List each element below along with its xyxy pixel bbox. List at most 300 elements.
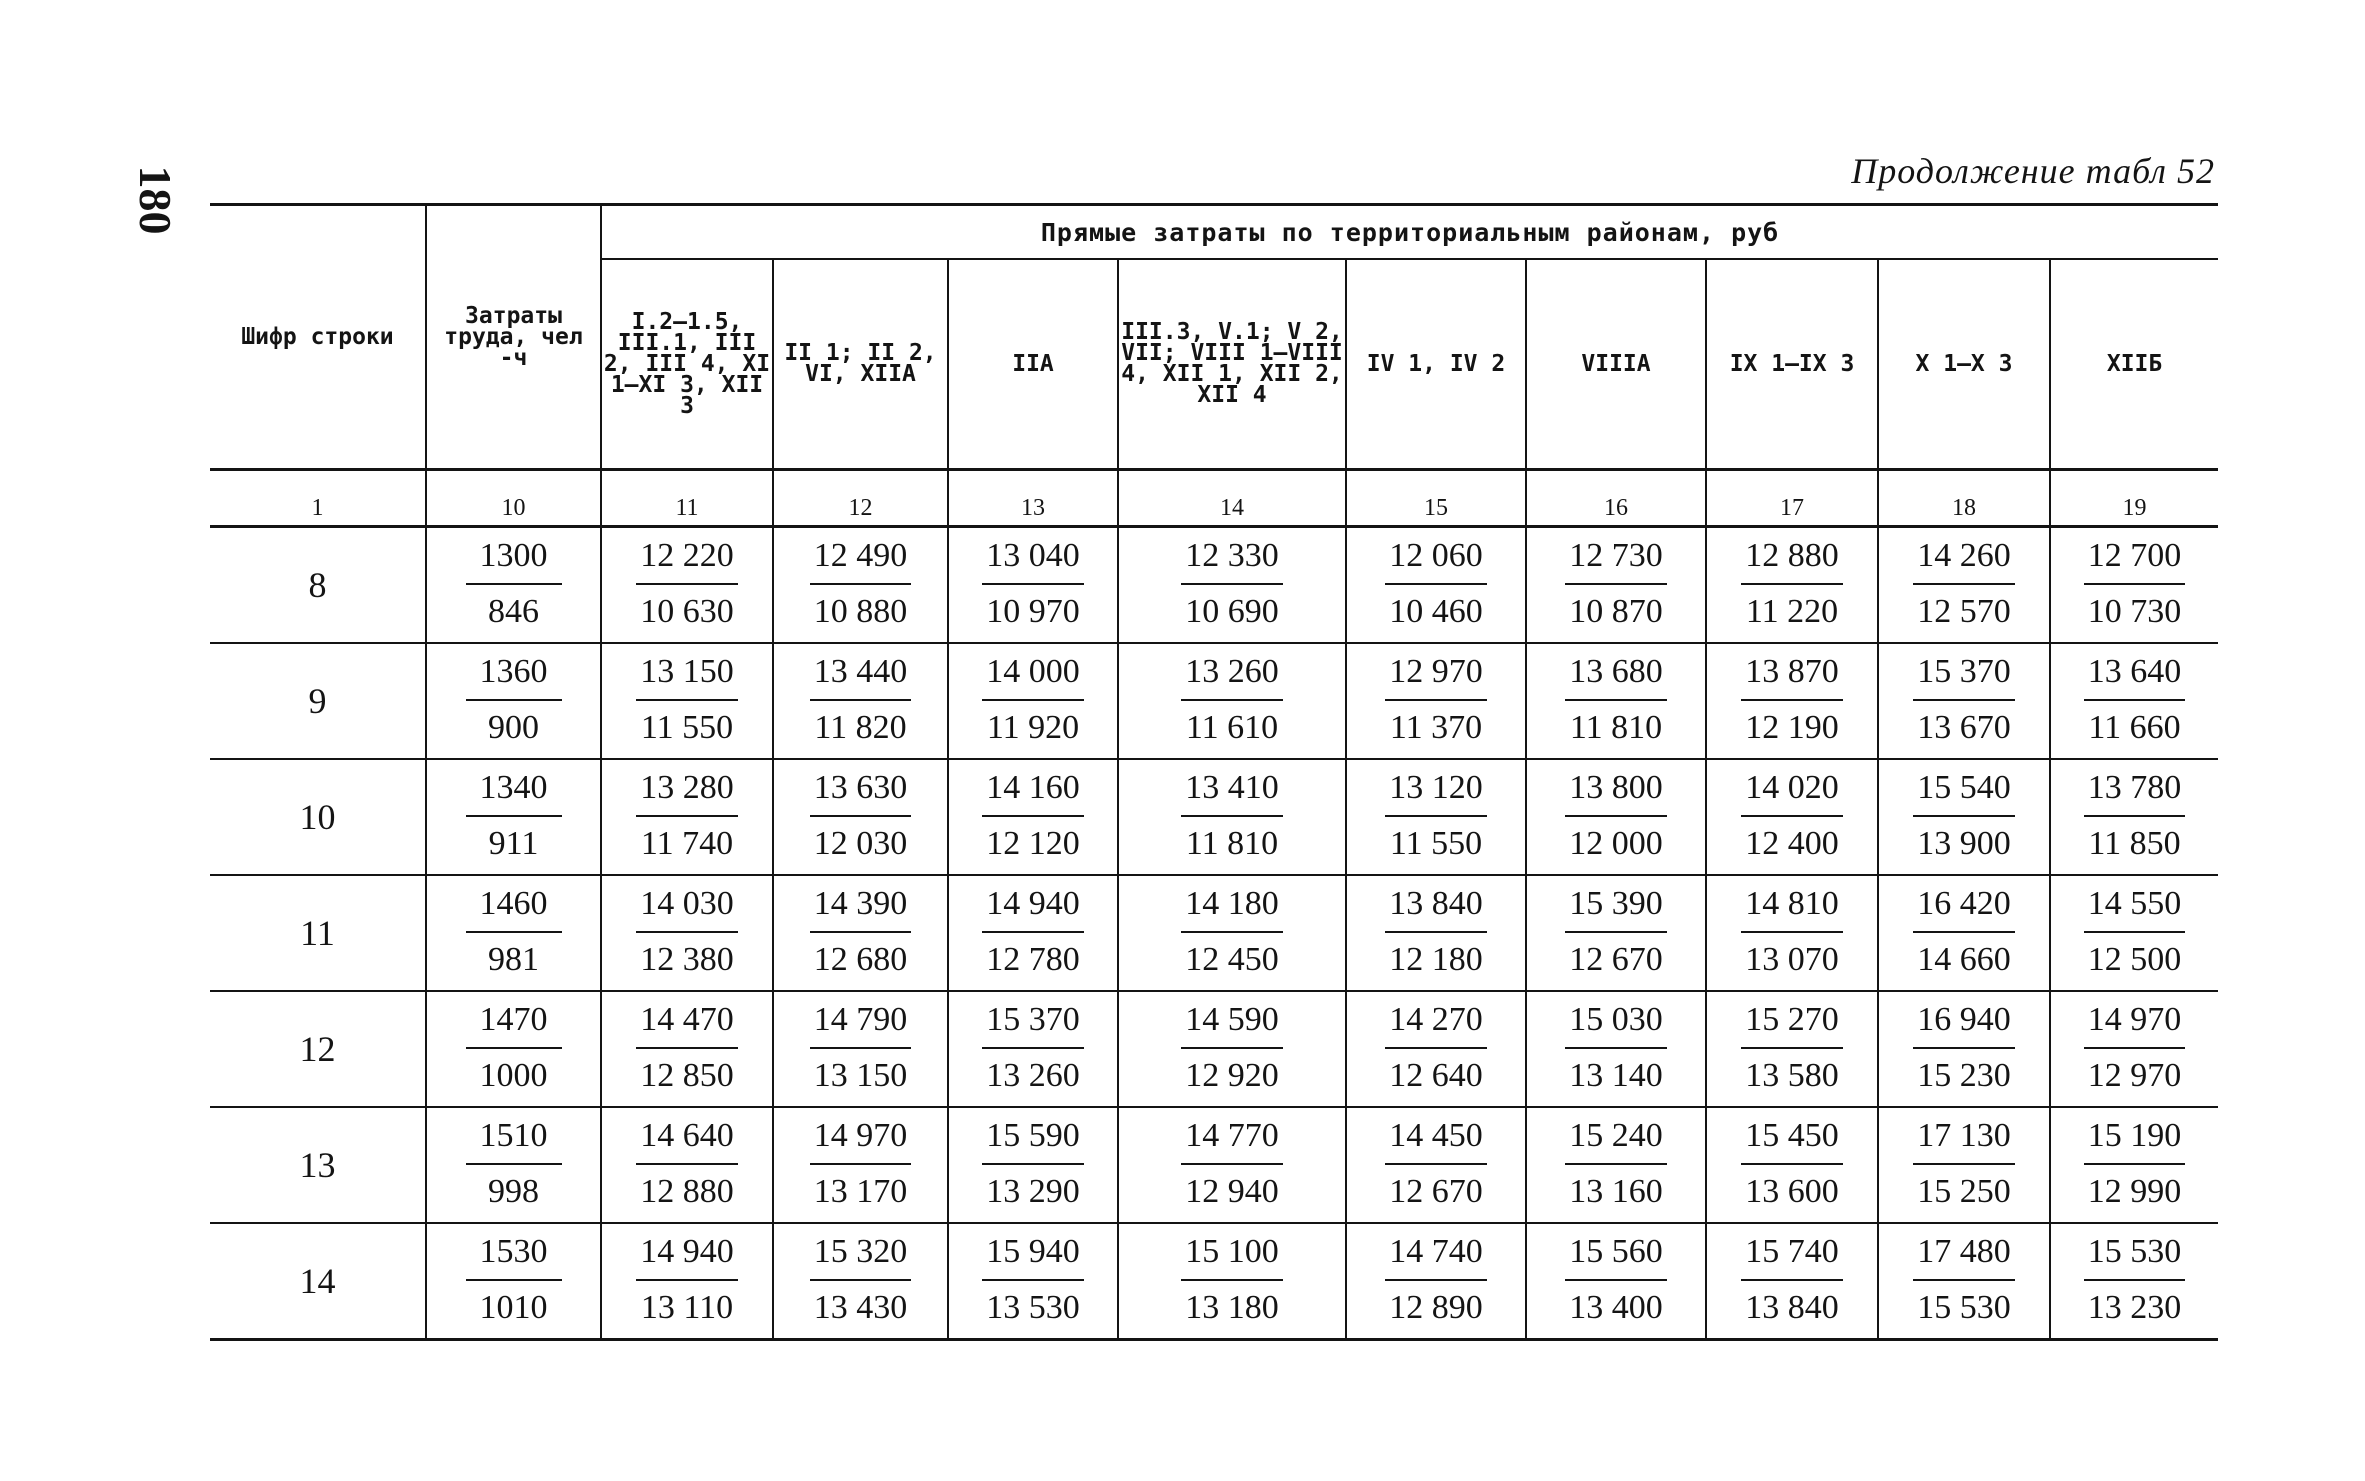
value-cell <box>601 759 773 875</box>
value-top: 17 130 <box>1913 1119 2015 1165</box>
fraction <box>1565 539 1667 629</box>
value-top: 14 000 <box>982 655 1084 701</box>
value-cell <box>1526 875 1706 991</box>
value-cell <box>1706 527 1878 644</box>
fraction <box>636 771 738 861</box>
value-bottom: 12 890 <box>1389 1289 1483 1326</box>
header-region: VIIIA <box>1526 259 1706 470</box>
table-row <box>210 643 2218 759</box>
fraction <box>810 771 912 861</box>
value-top: 15 450 <box>1741 1119 1843 1165</box>
value-bottom: 13 110 <box>640 1289 734 1326</box>
row-cipher: 14 <box>210 1223 426 1340</box>
value-bottom: 10 460 <box>1389 593 1483 630</box>
value-bottom: 1000 <box>479 1057 548 1094</box>
value-bottom: 12 920 <box>1185 1057 1279 1094</box>
fraction <box>1385 1119 1487 1209</box>
fraction <box>982 887 1084 977</box>
value-top: 14 180 <box>1181 887 1283 933</box>
value-cell <box>1526 759 1706 875</box>
value-cell <box>1526 643 1706 759</box>
value-cell <box>426 1107 601 1223</box>
header-region: III.3, V.1; V 2, VII; VIII 1—VIII 4, XII 1, XII 2, XII 4 <box>1118 259 1346 470</box>
value-bottom: 12 850 <box>640 1057 734 1094</box>
column-number: 1 <box>210 470 426 527</box>
fraction <box>1385 1003 1487 1093</box>
value-bottom: 12 500 <box>2087 941 2182 978</box>
value-bottom: 13 180 <box>1185 1289 1279 1326</box>
value-bottom: 13 530 <box>986 1289 1080 1326</box>
fraction <box>2084 887 2186 977</box>
value-cell <box>1118 759 1346 875</box>
value-top: 15 560 <box>1565 1235 1667 1281</box>
value-cell <box>1878 991 2050 1107</box>
value-bottom: 15 530 <box>1917 1289 2011 1326</box>
fraction <box>636 539 738 629</box>
value-cell <box>1878 875 2050 991</box>
value-bottom: 981 <box>488 941 539 978</box>
table-row <box>210 1223 2218 1340</box>
value-cell <box>773 991 948 1107</box>
fraction <box>1741 1119 1843 1209</box>
fraction <box>1741 1235 1843 1325</box>
value-bottom: 12 180 <box>1389 941 1483 978</box>
row-cipher: 9 <box>210 643 426 759</box>
value-cell <box>426 759 601 875</box>
value-bottom: 12 880 <box>640 1173 734 1210</box>
value-top: 12 330 <box>1181 539 1283 585</box>
fraction <box>1181 655 1283 745</box>
value-bottom: 13 140 <box>1569 1057 1663 1094</box>
value-bottom: 13 070 <box>1745 941 1839 978</box>
value-top: 13 410 <box>1181 771 1283 817</box>
fraction <box>1385 887 1487 977</box>
value-cell <box>2050 991 2218 1107</box>
fraction <box>1741 655 1843 745</box>
table-body <box>210 527 2218 1340</box>
value-cell <box>1118 875 1346 991</box>
column-number: 17 <box>1706 470 1878 527</box>
value-top: 14 640 <box>636 1119 738 1165</box>
value-top: 15 100 <box>1181 1235 1283 1281</box>
table-row <box>210 1107 2218 1223</box>
value-bottom: 13 600 <box>1745 1173 1839 1210</box>
fraction <box>1565 655 1667 745</box>
value-cell <box>1526 1107 1706 1223</box>
header-labor: Затраты труда, чел -ч <box>426 205 601 470</box>
header-direct-costs: Прямые затраты по территориальным районам, руб <box>601 205 2218 260</box>
column-number: 12 <box>773 470 948 527</box>
value-top: 15 540 <box>1913 771 2015 817</box>
fraction <box>1913 771 2015 861</box>
value-bottom: 14 660 <box>1917 941 2011 978</box>
fraction <box>982 1119 1084 1209</box>
value-top: 13 260 <box>1181 655 1283 701</box>
fraction <box>466 887 562 977</box>
fraction <box>1181 1119 1283 1209</box>
header-region: XIIБ <box>2050 259 2218 470</box>
value-bottom: 12 380 <box>640 941 734 978</box>
value-bottom: 11 810 <box>1185 825 1279 862</box>
column-number: 18 <box>1878 470 2050 527</box>
fraction <box>1181 1003 1283 1093</box>
value-top: 14 810 <box>1741 887 1843 933</box>
value-bottom: 13 260 <box>986 1057 1080 1094</box>
value-cell <box>426 643 601 759</box>
value-cell <box>601 643 773 759</box>
value-top: 14 970 <box>2084 1003 2186 1049</box>
value-bottom: 11 820 <box>814 709 907 746</box>
value-bottom: 12 670 <box>1569 941 1663 978</box>
fraction <box>2084 539 2186 629</box>
value-cell <box>1118 991 1346 1107</box>
value-cell <box>948 527 1118 644</box>
value-bottom: 12 940 <box>1185 1173 1279 1210</box>
value-cell <box>1706 875 1878 991</box>
column-number: 10 <box>426 470 601 527</box>
value-top: 13 840 <box>1385 887 1487 933</box>
value-bottom: 846 <box>488 593 539 630</box>
value-bottom: 12 640 <box>1389 1057 1483 1094</box>
value-top: 12 700 <box>2084 539 2186 585</box>
table-row <box>210 991 2218 1107</box>
value-top: 1460 <box>466 887 562 933</box>
column-number: 13 <box>948 470 1118 527</box>
value-top: 14 470 <box>636 1003 738 1049</box>
value-bottom: 1010 <box>479 1289 548 1326</box>
value-cell <box>2050 643 2218 759</box>
value-bottom: 11 850 <box>2088 825 2181 862</box>
value-cell <box>948 875 1118 991</box>
value-top: 12 970 <box>1385 655 1487 701</box>
fraction <box>982 1003 1084 1093</box>
value-top: 1360 <box>466 655 562 701</box>
column-number: 14 <box>1118 470 1346 527</box>
value-top: 1530 <box>466 1235 562 1281</box>
value-cell <box>1878 643 2050 759</box>
fraction <box>1913 1119 2015 1209</box>
value-top: 16 940 <box>1913 1003 2015 1049</box>
header-region: IX 1—IX 3 <box>1706 259 1878 470</box>
value-bottom: 12 000 <box>1569 825 1663 862</box>
value-cell <box>1706 991 1878 1107</box>
value-top: 12 880 <box>1741 539 1843 585</box>
value-top: 13 120 <box>1385 771 1487 817</box>
value-cell <box>426 527 601 644</box>
fraction <box>636 1235 738 1325</box>
value-bottom: 13 430 <box>813 1289 908 1326</box>
header-region: I.2—1.5, III.1, III 2, III 4, XI 1—XI 3, XII 3 <box>601 259 773 470</box>
header-region: II 1; II 2, VI, XIIA <box>773 259 948 470</box>
value-cell <box>1346 759 1526 875</box>
header-region: IIA <box>948 259 1118 470</box>
fraction <box>466 1003 562 1093</box>
value-cell <box>1118 527 1346 644</box>
value-top: 13 630 <box>810 771 912 817</box>
value-top: 15 370 <box>982 1003 1084 1049</box>
row-cipher: 8 <box>210 527 426 644</box>
row-cipher: 12 <box>210 991 426 1107</box>
value-cell <box>426 1223 601 1340</box>
fraction <box>810 1119 912 1209</box>
value-top: 14 940 <box>982 887 1084 933</box>
value-cell <box>601 991 773 1107</box>
value-top: 13 440 <box>810 655 912 701</box>
value-top: 13 780 <box>2084 771 2186 817</box>
value-cell <box>773 1107 948 1223</box>
fraction <box>1913 1235 2015 1325</box>
value-top: 13 800 <box>1565 771 1667 817</box>
fraction <box>1741 771 1843 861</box>
fraction <box>982 771 1084 861</box>
page-number: 180 <box>130 165 182 235</box>
value-bottom: 12 570 <box>1917 593 2011 630</box>
value-top: 14 450 <box>1385 1119 1487 1165</box>
value-top: 14 260 <box>1913 539 2015 585</box>
value-cell <box>773 527 948 644</box>
fraction <box>1181 1235 1283 1325</box>
fraction <box>1913 887 2015 977</box>
fraction <box>810 1003 912 1093</box>
value-top: 15 740 <box>1741 1235 1843 1281</box>
value-top: 1470 <box>466 1003 562 1049</box>
value-cell <box>773 643 948 759</box>
fraction <box>2084 771 2186 861</box>
value-cell <box>1706 759 1878 875</box>
fraction <box>1565 771 1667 861</box>
value-top: 14 590 <box>1181 1003 1283 1049</box>
column-number: 11 <box>601 470 773 527</box>
fraction <box>1741 1003 1843 1093</box>
value-top: 14 970 <box>810 1119 912 1165</box>
value-top: 1300 <box>466 539 562 585</box>
fraction <box>466 1235 562 1325</box>
value-bottom: 998 <box>488 1173 539 1210</box>
value-bottom: 13 840 <box>1745 1289 1839 1326</box>
value-bottom: 13 400 <box>1569 1289 1663 1326</box>
value-top: 15 390 <box>1565 887 1667 933</box>
column-number: 15 <box>1346 470 1526 527</box>
value-bottom: 13 900 <box>1917 825 2011 862</box>
value-bottom: 11 550 <box>640 709 734 746</box>
value-bottom: 12 030 <box>813 825 908 862</box>
value-bottom: 12 190 <box>1745 709 1839 746</box>
value-bottom: 13 290 <box>986 1173 1080 1210</box>
fraction <box>1741 887 1843 977</box>
fraction <box>982 1235 1084 1325</box>
header-cipher: Шифр строки <box>210 205 426 470</box>
value-cell <box>1706 1223 1878 1340</box>
value-top: 14 270 <box>1385 1003 1487 1049</box>
fraction <box>810 1235 912 1325</box>
value-top: 15 270 <box>1741 1003 1843 1049</box>
value-top: 15 190 <box>2084 1119 2186 1165</box>
value-cell <box>1346 1107 1526 1223</box>
value-top: 13 640 <box>2084 655 2186 701</box>
value-top: 15 590 <box>982 1119 1084 1165</box>
value-bottom: 10 690 <box>1185 593 1279 630</box>
value-bottom: 911 <box>488 825 539 862</box>
value-cell <box>1346 1223 1526 1340</box>
row-cipher: 10 <box>210 759 426 875</box>
value-bottom: 12 780 <box>986 941 1080 978</box>
value-bottom: 13 670 <box>1917 709 2011 746</box>
fraction <box>466 771 562 861</box>
fraction <box>982 655 1084 745</box>
fraction <box>1913 539 2015 629</box>
fraction <box>1385 771 1487 861</box>
value-cell <box>948 643 1118 759</box>
value-cell <box>601 1107 773 1223</box>
fraction <box>1913 655 2015 745</box>
fraction <box>1385 1235 1487 1325</box>
fraction <box>810 887 912 977</box>
value-top: 14 790 <box>810 1003 912 1049</box>
fraction <box>1741 539 1843 629</box>
column-number: 16 <box>1526 470 1706 527</box>
value-bottom: 12 670 <box>1389 1173 1483 1210</box>
value-top: 14 020 <box>1741 771 1843 817</box>
value-top: 15 030 <box>1565 1003 1667 1049</box>
value-cell <box>948 1223 1118 1340</box>
value-cell <box>773 759 948 875</box>
value-top: 12 060 <box>1385 539 1487 585</box>
value-cell <box>1706 643 1878 759</box>
value-cell <box>2050 875 2218 991</box>
value-cell <box>2050 1107 2218 1223</box>
value-bottom: 15 230 <box>1917 1057 2011 1094</box>
value-bottom: 11 610 <box>1185 709 1279 746</box>
fraction <box>1181 539 1283 629</box>
value-cell <box>1346 527 1526 644</box>
value-cell <box>1118 1223 1346 1340</box>
value-top: 1510 <box>466 1119 562 1165</box>
value-cell <box>1878 1107 2050 1223</box>
value-cell <box>1526 1223 1706 1340</box>
value-bottom: 12 680 <box>813 941 908 978</box>
value-cell <box>1526 527 1706 644</box>
value-top: 14 550 <box>2084 887 2186 933</box>
fraction <box>2084 1003 2186 1093</box>
value-top: 14 390 <box>810 887 912 933</box>
value-top: 1340 <box>466 771 562 817</box>
value-top: 12 220 <box>636 539 738 585</box>
cost-table <box>210 203 2218 1341</box>
value-bottom: 15 250 <box>1917 1173 2011 1210</box>
value-top: 15 370 <box>1913 655 2015 701</box>
value-bottom: 900 <box>488 709 539 746</box>
value-cell <box>1346 875 1526 991</box>
table-row <box>210 875 2218 991</box>
fraction <box>2084 1235 2186 1325</box>
value-top: 12 730 <box>1565 539 1667 585</box>
value-top: 14 160 <box>982 771 1084 817</box>
value-cell <box>601 875 773 991</box>
value-bottom: 12 990 <box>2087 1173 2182 1210</box>
fraction <box>2084 1119 2186 1209</box>
value-top: 15 240 <box>1565 1119 1667 1165</box>
value-cell <box>2050 527 2218 644</box>
fraction <box>1565 1235 1667 1325</box>
value-bottom: 12 400 <box>1745 825 1839 862</box>
value-bottom: 13 160 <box>1569 1173 1663 1210</box>
fraction <box>1565 1119 1667 1209</box>
value-cell <box>1878 1223 2050 1340</box>
value-top: 16 420 <box>1913 887 2015 933</box>
value-bottom: 10 730 <box>2087 593 2182 630</box>
value-top: 15 320 <box>810 1235 912 1281</box>
value-bottom: 11 810 <box>1569 709 1663 746</box>
value-cell <box>1346 991 1526 1107</box>
table-row <box>210 759 2218 875</box>
value-bottom: 12 450 <box>1185 941 1279 978</box>
header-region: X 1—X 3 <box>1878 259 2050 470</box>
value-cell <box>948 991 1118 1107</box>
row-cipher: 13 <box>210 1107 426 1223</box>
value-bottom: 11 660 <box>2088 709 2181 746</box>
value-top: 12 490 <box>810 539 912 585</box>
value-bottom: 11 740 <box>640 825 734 862</box>
value-cell <box>601 1223 773 1340</box>
value-bottom: 11 920 <box>986 709 1080 746</box>
value-bottom: 10 880 <box>813 593 908 630</box>
value-cell <box>426 875 601 991</box>
value-top: 14 030 <box>636 887 738 933</box>
value-bottom: 10 630 <box>640 593 734 630</box>
fraction <box>1385 655 1487 745</box>
value-cell <box>773 1223 948 1340</box>
value-bottom: 10 970 <box>986 593 1080 630</box>
value-top: 13 150 <box>636 655 738 701</box>
table-row <box>210 527 2218 644</box>
value-cell <box>1526 991 1706 1107</box>
value-bottom: 10 870 <box>1569 593 1663 630</box>
value-cell <box>1346 643 1526 759</box>
value-cell <box>1878 759 2050 875</box>
fraction <box>2084 655 2186 745</box>
value-cell <box>773 875 948 991</box>
fraction <box>1565 887 1667 977</box>
fraction <box>982 539 1084 629</box>
value-bottom: 13 230 <box>2087 1289 2182 1326</box>
fraction <box>466 655 562 745</box>
fraction <box>1181 887 1283 977</box>
fraction <box>466 539 562 629</box>
value-top: 13 680 <box>1565 655 1667 701</box>
value-top: 15 530 <box>2084 1235 2186 1281</box>
value-top: 15 940 <box>982 1235 1084 1281</box>
value-cell <box>2050 1223 2218 1340</box>
value-bottom: 12 970 <box>2087 1057 2182 1094</box>
value-bottom: 11 220 <box>1745 593 1839 630</box>
value-top: 13 040 <box>982 539 1084 585</box>
value-bottom: 12 120 <box>986 825 1080 862</box>
value-cell <box>1706 1107 1878 1223</box>
value-cell <box>1118 1107 1346 1223</box>
fraction <box>1181 771 1283 861</box>
fraction <box>466 1119 562 1209</box>
fraction <box>636 887 738 977</box>
value-cell <box>2050 759 2218 875</box>
fraction <box>636 655 738 745</box>
value-top: 17 480 <box>1913 1235 2015 1281</box>
column-number: 19 <box>2050 470 2218 527</box>
header-region: IV 1, IV 2 <box>1346 259 1526 470</box>
value-cell <box>601 527 773 644</box>
value-bottom: 11 370 <box>1389 709 1483 746</box>
fraction <box>810 539 912 629</box>
fraction <box>636 1003 738 1093</box>
